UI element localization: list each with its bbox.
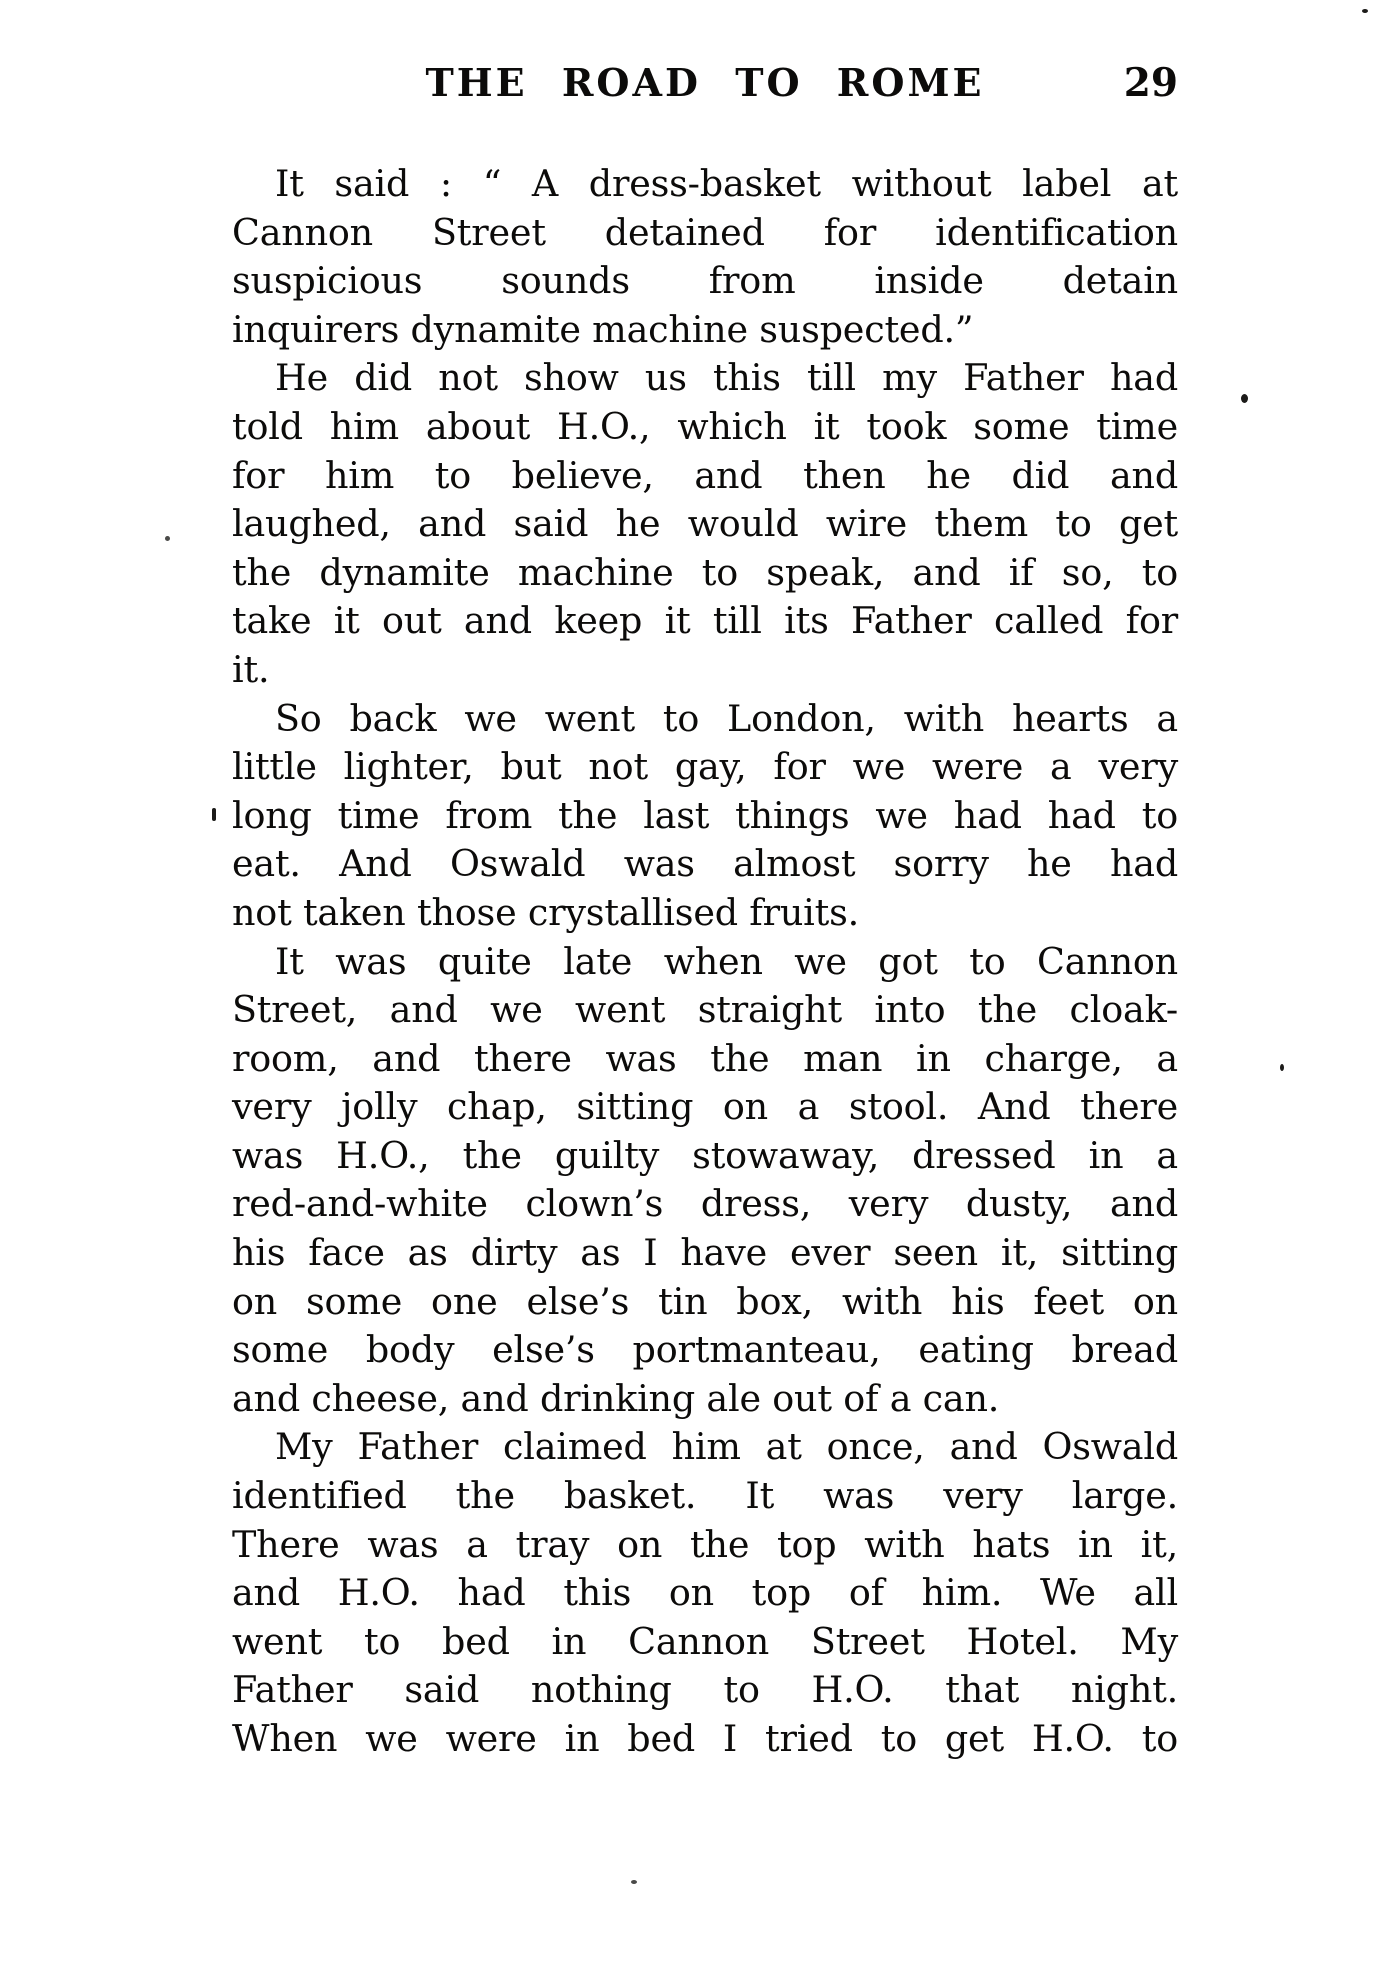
- text-line: his face as dirty as I have ever seen it, sitting: [232, 1231, 1178, 1275]
- text-line: told him about H.O., which it took some time: [232, 404, 1178, 448]
- scan-speck: [1241, 394, 1248, 403]
- text-line: eat. And Oswald was almost sorry he had: [232, 842, 1178, 886]
- text-line: There was a tray on the top with hats in it,: [232, 1522, 1178, 1566]
- scan-speck: [212, 808, 216, 821]
- text-line: Street, and we went straight into the cloak-: [232, 988, 1178, 1032]
- scan-speck: [631, 1880, 637, 1884]
- text-line: not taken those crystallised fruits.: [232, 890, 860, 934]
- text-line: Cannon Street detained for identification: [232, 210, 1178, 254]
- text-line: He did not show us this till my Father had: [275, 356, 1178, 400]
- text-line: the dynamite machine to speak, and if so, to: [232, 550, 1178, 594]
- scan-speck: [1280, 1064, 1284, 1071]
- scan-speck: [1362, 9, 1368, 13]
- paragraph: [232, 695, 1178, 938]
- text-line: When we were in bed I tried to get H.O. to: [232, 1717, 1178, 1760]
- text-line: on some one else’s tin box, with his feet on: [232, 1279, 1178, 1323]
- text-line: It said : “ A dress-basket without label at: [275, 162, 1178, 205]
- text-line: little lighter, but not gay, for we were a very: [232, 745, 1178, 789]
- paragraph: [232, 160, 1178, 354]
- text-line: red-and-white clown’s dress, very dusty, and: [232, 1182, 1178, 1226]
- paragraph: [232, 354, 1178, 694]
- page-header: [232, 59, 1178, 107]
- text-line: went to bed in Cannon Street Hotel. My: [232, 1619, 1178, 1663]
- text-line: some body else’s portmanteau, eating bread: [232, 1328, 1178, 1372]
- scan-speck: [165, 536, 170, 541]
- text-line: and cheese, and drinking ale out of a can.: [232, 1376, 1000, 1420]
- text-line: My Father claimed him at once, and Oswald: [275, 1425, 1178, 1469]
- text-line: take it out and keep it till its Father called for: [232, 599, 1178, 643]
- text-line: very jolly chap, sitting on a stool. And there: [232, 1085, 1178, 1129]
- text-line: was H.O., the guilty stowaway, dressed in a: [232, 1133, 1178, 1177]
- text-line: and H.O. had this on top of him. We all: [232, 1571, 1178, 1615]
- text-line: long time from the last things we had had to: [232, 793, 1178, 837]
- paragraph: [232, 938, 1178, 1424]
- text-line: So back we went to London, with hearts a: [275, 696, 1178, 740]
- text-line: suspicious sounds from inside detain: [232, 259, 1178, 303]
- running-head-title: THE ROAD TO ROME: [425, 60, 985, 105]
- text-line: for him to believe, and then he did and: [232, 453, 1178, 497]
- text-line: It was quite late when we got to Cannon: [275, 939, 1178, 983]
- text-line: it.: [232, 647, 270, 691]
- text-line: inquirers dynamite machine suspected.”: [232, 307, 974, 351]
- text-line: laughed, and said he would wire them to get: [232, 502, 1178, 546]
- text-line: room, and there was the man in charge, a: [232, 1036, 1178, 1080]
- text-line: identified the basket. It was very large.: [232, 1474, 1178, 1518]
- page-body: [232, 160, 1178, 1764]
- page-number: 29: [1123, 60, 1178, 106]
- paragraph: [232, 1423, 1178, 1763]
- text-line: Father said nothing to H.O. that night.: [232, 1668, 1178, 1712]
